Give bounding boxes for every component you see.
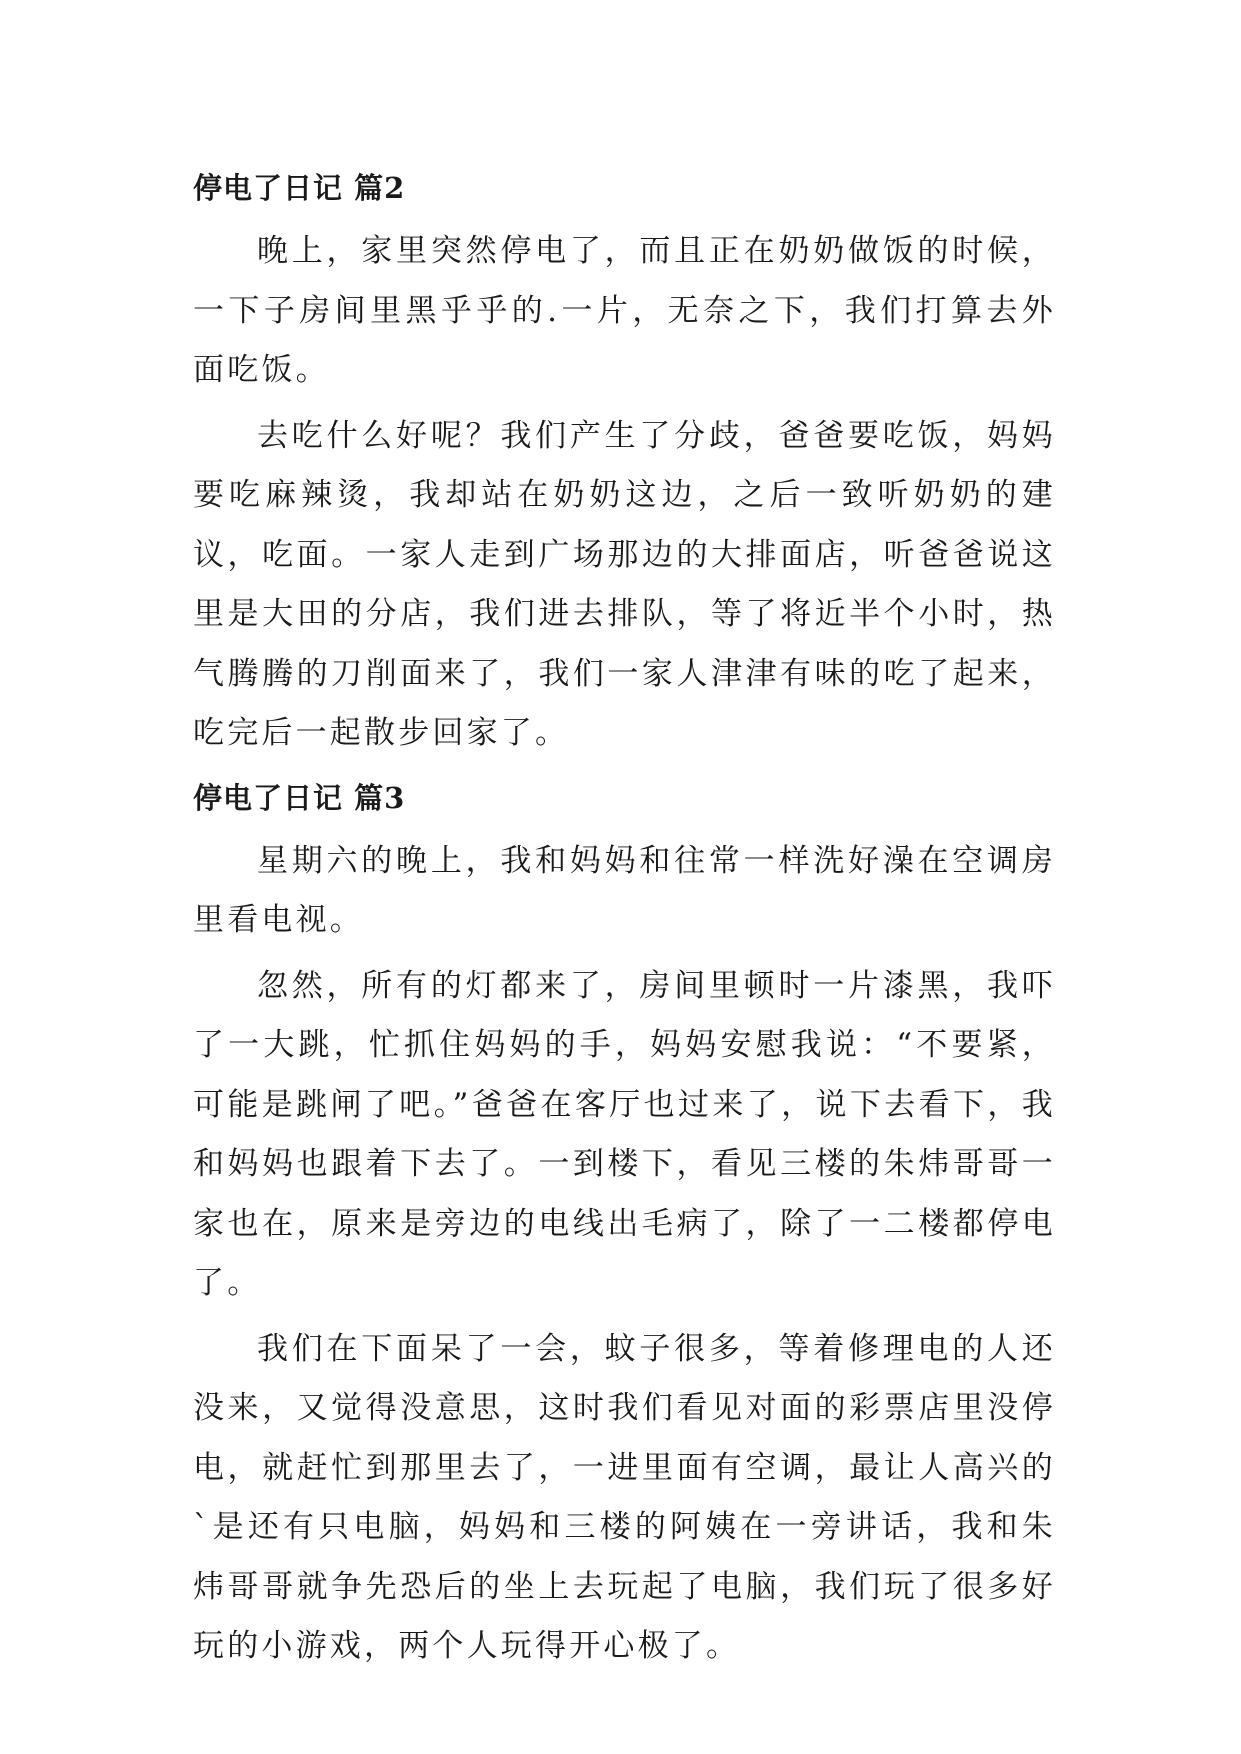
paragraph: 去吃什么好呢？我们产生了分歧，爸爸要吃饭，妈妈要吃麻辣烫，我却站在奶奶这边，之后一致听奶奶的建议，吃面。一家人走到广场那边的大排面店，听爸爸说这里是大田的分店，我们进去排队，等了将近半个小时，热气腾腾的刀削面来了，我们一家人津津有味的吃了起来，吃完后一起散步回家了。 [193,417,1056,751]
paragraph: 我们在下面呆了一会，蚊子很多，等着修理电的人还没来，又觉得没意思，这时我们看见对面的彩票店里没停电，就赶忙到那里去了，一进里面有空调，最让人高兴的`是还有只电脑，妈妈和三楼的阿姨在一旁讲话，我和朱炜哥哥就争先恐后的坐上去玩起了电脑，我们玩了很多好玩的小游戏，两个人玩得开心极了。 [193,1330,1056,1664]
section-heading: 停电了日记 篇3 [193,780,406,815]
document-body [193,160,1056,1683]
diary-section-2 [193,160,1056,764]
paragraph: 晚上，家里突然停电了，而且正在奶奶做饭的时候，一下子房间里黑乎乎的.一片，无奈之下，我们打算去外面吃饭。 [193,233,1056,388]
section-heading: 停电了日记 篇2 [193,171,406,205]
diary-section-3 [193,770,1056,1677]
paragraph: 忽然，所有的灯都来了，房间里顿时一片漆黑，我吓了一大跳，忙抓住妈妈的手，妈妈安慰我说：“不要紧，可能是跳闸了吧。”爸爸在客厅也过来了，说下去看下，我和妈妈也跟着下去了。一到楼下，看见三楼的朱炜哥哥一家也在，原来是旁边的电线出毛病了，除了一二楼都停电了。 [193,967,1056,1301]
paragraph: 星期六的晚上，我和妈妈和往常一样洗好澡在空调房里看电视。 [193,842,1056,938]
